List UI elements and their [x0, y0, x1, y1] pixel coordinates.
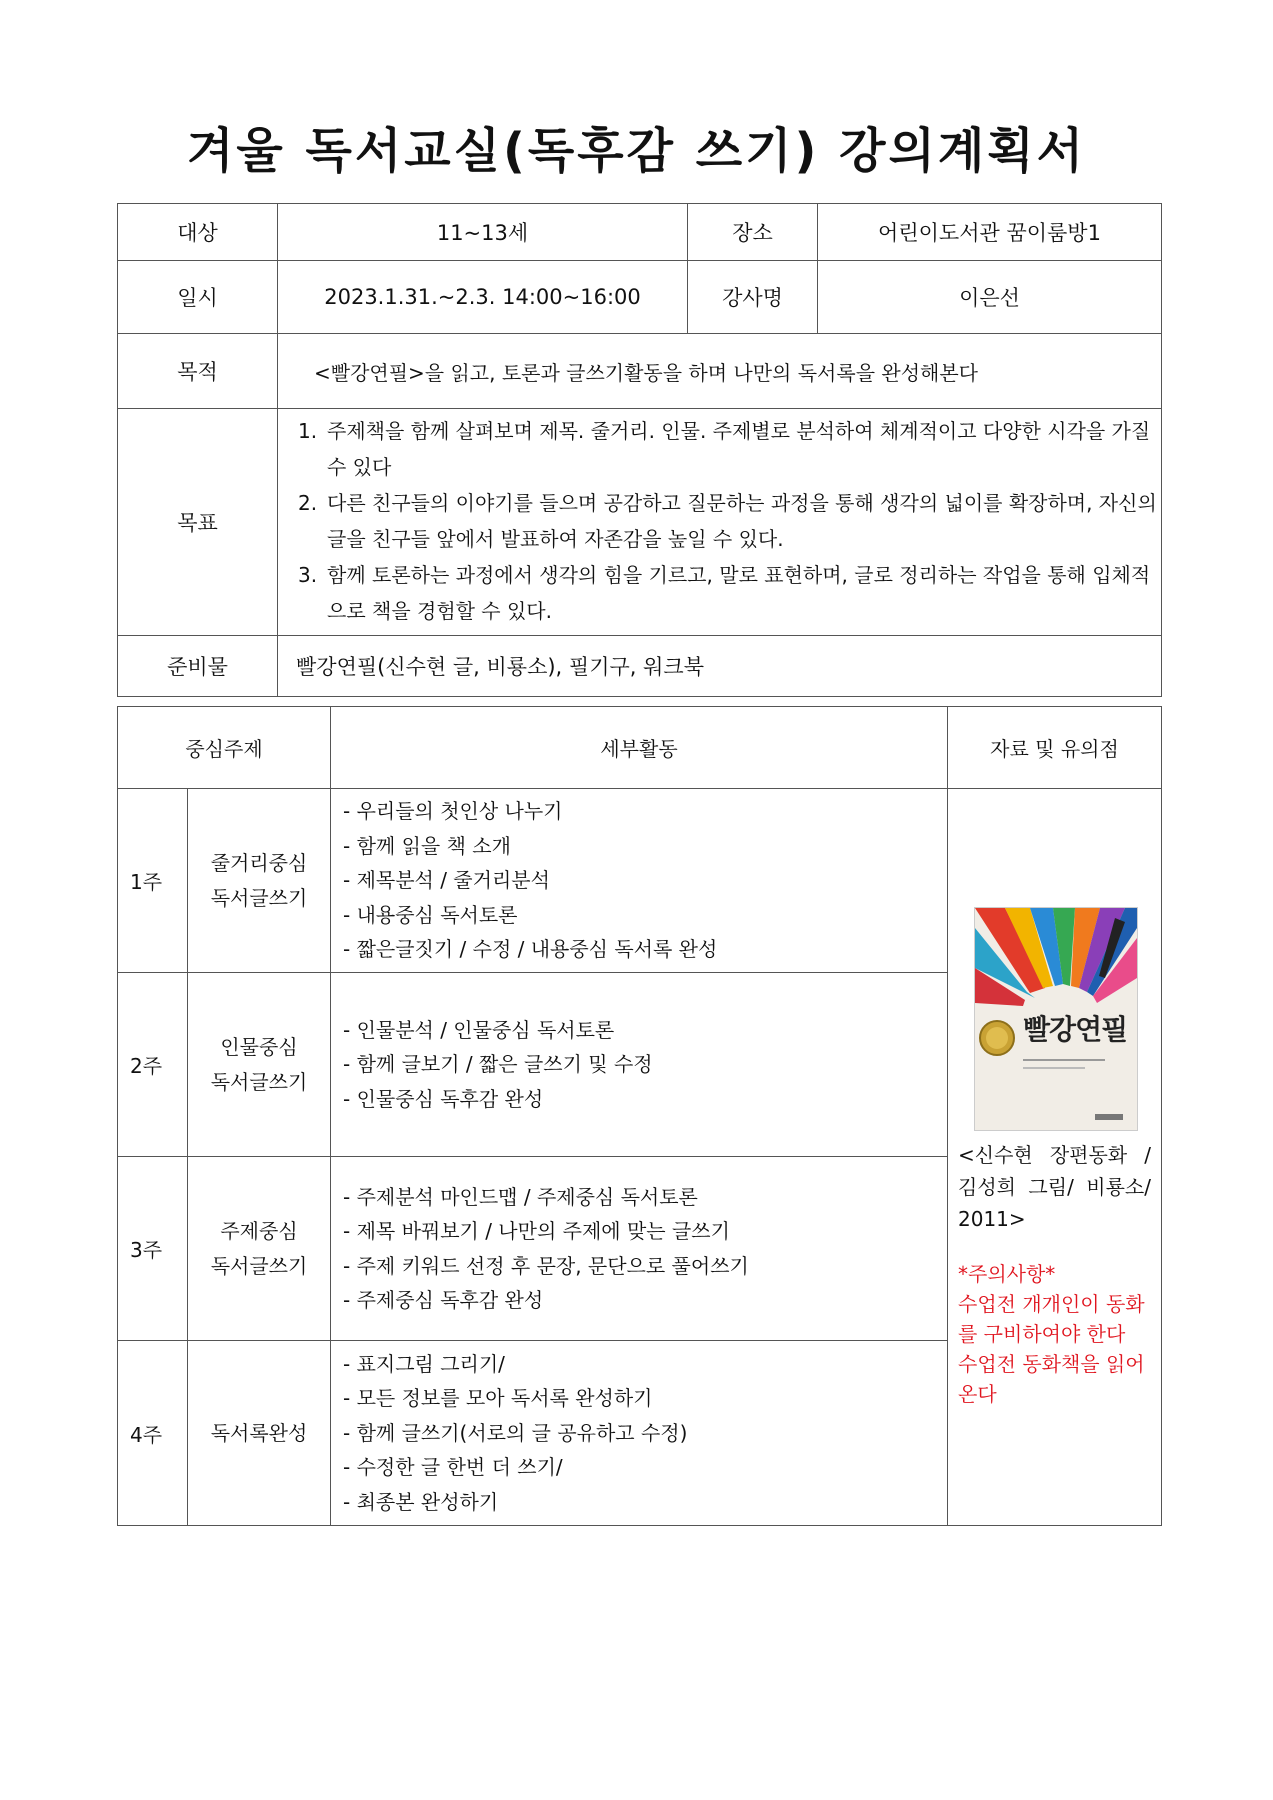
book-cover-image [974, 907, 1138, 1131]
header-topic: 중심주제 [118, 707, 331, 789]
activity-item: - 최종본 완성하기 [343, 1485, 947, 1520]
activity-item: - 함께 읽을 책 소개 [343, 829, 947, 864]
activity-item: - 모든 정보를 모아 독서록 완성하기 [343, 1381, 947, 1416]
week-3-activities [331, 1157, 948, 1341]
activity-item: - 함께 글쓰기(서로의 글 공유하고 수정) [343, 1416, 947, 1451]
week-2-topic: 인물중심 독서글쓰기 [188, 973, 331, 1157]
week-1-topic: 줄거리중심 독서글쓰기 [188, 789, 331, 973]
target-value: 11~13세 [278, 204, 688, 261]
notice-line: 수업전 개개인이 동화를 구비하여야 한다 [958, 1292, 1145, 1346]
activity-item: - 제목 바꿔보기 / 나만의 주제에 맞는 글쓰기 [343, 1214, 947, 1249]
week-4-topic: 독서록완성 [188, 1341, 331, 1526]
header-material: 자료 및 유의점 [948, 707, 1162, 789]
activity-item: - 짧은글짓기 / 수정 / 내용중심 독서록 완성 [343, 932, 947, 967]
activity-item: - 제목분석 / 줄거리분석 [343, 863, 947, 898]
instructor-value: 이은선 [818, 261, 1162, 334]
material-cell [948, 789, 1162, 1526]
activity-item: - 함께 글보기 / 짧은 글쓰기 및 수정 [343, 1047, 947, 1082]
week-4-activities [331, 1341, 948, 1526]
info-table [117, 203, 1162, 697]
activity-item: - 인물분석 / 인물중심 독서토론 [343, 1013, 947, 1048]
target-label: 대상 [118, 204, 278, 261]
activity-item: - 인물중심 독후감 완성 [343, 1082, 947, 1117]
week-1-label: 1주 [118, 789, 188, 973]
schedule-table [117, 706, 1162, 1526]
goals-cell [278, 409, 1162, 636]
goals-label: 목표 [118, 409, 278, 636]
date-label: 일시 [118, 261, 278, 334]
notice-line: 수업전 동화책을 읽어온다 [958, 1352, 1145, 1406]
place-label: 장소 [688, 204, 818, 261]
activity-item: - 주제 키워드 선정 후 문장, 문단으로 풀어쓰기 [343, 1249, 947, 1284]
instructor-label: 강사명 [688, 261, 818, 334]
materials-label: 준비물 [118, 636, 278, 697]
notice-title: *주의사항* [958, 1262, 1056, 1286]
date-value: 2023.1.31.~2.3. 14:00~16:00 [278, 261, 688, 334]
week-1-activities [331, 789, 948, 973]
goals-list [278, 409, 1161, 635]
goal-item: 1. 주제책을 함께 살펴보며 제목. 줄거리. 인물. 주제별로 분석하여 체계적이고 다양한 시각을 가질 수 있다 [298, 419, 1151, 479]
week-4-label: 4주 [118, 1341, 188, 1526]
week-3-label: 3주 [118, 1157, 188, 1341]
week-3-topic: 주제중심 독서글쓰기 [188, 1157, 331, 1341]
page-title: 겨울 독서교실(독후감 쓰기) 강의계획서 [187, 123, 1086, 179]
week-2-activities [331, 973, 948, 1157]
activity-item: - 내용중심 독서토론 [343, 898, 947, 933]
book-info: <신수현 장편동화 / 김성희 그림/ 비룡소/ 2011> [958, 1143, 1151, 1231]
purpose-value: <빨강연필>을 읽고, 토론과 글쓰기활동을 하며 나만의 독서록을 완성해본다 [278, 334, 1162, 409]
goal-item: 2. 다른 친구들의 이야기를 들으며 공감하고 질문하는 과정을 통해 생각의 넓이를 확장하며, 자신의 글을 친구들 앞에서 발표하여 자존감을 높일 수 있다. [298, 491, 1157, 551]
activity-item: - 주제분석 마인드맵 / 주제중심 독서토론 [343, 1180, 947, 1215]
notice-block [958, 1259, 1151, 1409]
materials-value: 빨강연필(신수현 글, 비룡소), 필기구, 워크북 [278, 636, 1162, 697]
activity-item: - 표지그림 그리기/ [343, 1347, 947, 1382]
book-cover-title: 빨강연필 [1023, 1013, 1128, 1046]
purpose-label: 목적 [118, 334, 278, 409]
activity-item: - 주제중심 독후감 완성 [343, 1283, 947, 1318]
header-activity: 세부활동 [331, 707, 948, 789]
place-value: 어린이도서관 꿈이룸방1 [818, 204, 1162, 261]
activity-item: - 수정한 글 한번 더 쓰기/ [343, 1450, 947, 1485]
activity-item: - 우리들의 첫인상 나누기 [343, 794, 947, 829]
week-2-label: 2주 [118, 973, 188, 1157]
goal-item: 3. 함께 토론하는 과정에서 생각의 힘을 기르고, 말로 표현하며, 글로 정리하는 작업을 통해 입체적으로 책을 경험할 수 있다. [298, 563, 1151, 623]
